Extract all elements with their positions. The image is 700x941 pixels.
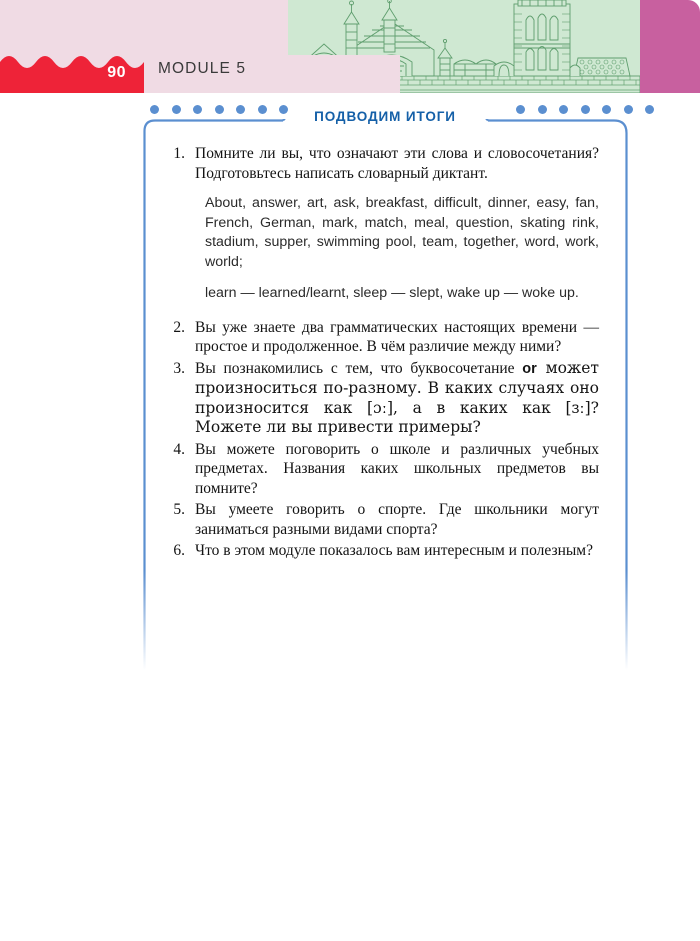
- section-title: ПОДВОДИМ ИТОГИ: [295, 109, 475, 124]
- exercise-item: [169, 359, 599, 438]
- exercise-number: 1.: [173, 145, 185, 162]
- dot-icon: [602, 105, 611, 114]
- summary-content-box: [143, 109, 628, 670]
- dot-icon: [150, 105, 159, 114]
- header-pink-overlay-block: [288, 55, 400, 93]
- exercise-item: [169, 500, 599, 539]
- dot-icon: [172, 105, 181, 114]
- exercise-number: 2.: [173, 318, 185, 336]
- dot-icon: [645, 105, 654, 114]
- exercise-number: 4.: [173, 440, 185, 458]
- module-label: MODULE 5: [158, 60, 247, 77]
- dot-icon: [215, 105, 224, 114]
- letter-combination-or: or: [522, 360, 537, 377]
- dot-icon: [516, 105, 525, 114]
- vocabulary-word-list: About, answer, art, ask, breakfast, difficult, dinner, easy, fan, French, German, mark, match, meal, question, skating rink, stadium, supper, swimming pool, team, together, word, work, world;: [205, 195, 599, 270]
- exercise-text: Помните ли вы, что означают эти слова и словосочетания? Подготовьтесь написать словарный диктант.: [195, 145, 599, 182]
- dot-icon: [279, 105, 288, 114]
- decorative-dots-left: [150, 105, 288, 114]
- exercise-text: Вы умеете говорить о спорте. Где школьники могут заниматься разными видами спорта?: [195, 501, 599, 538]
- dot-icon: [538, 105, 547, 114]
- exercise-item: [169, 440, 599, 499]
- page-header-band: [0, 0, 700, 93]
- dot-icon: [236, 105, 245, 114]
- exercise-number: 3.: [173, 359, 185, 377]
- verb-forms-list: learn — learned/learnt, sleep — slept, wake up — woke up.: [205, 285, 579, 301]
- exercise-text: Что в этом модуле показалось вам интересным и полезным?: [195, 542, 593, 559]
- dot-icon: [624, 105, 633, 114]
- exercise-item: [169, 318, 599, 357]
- dot-icon: [193, 105, 202, 114]
- dot-icon: [581, 105, 590, 114]
- exercise-list: [169, 144, 599, 563]
- dot-icon: [559, 105, 568, 114]
- exercise-item: [169, 144, 599, 183]
- decorative-dots-right: [516, 105, 654, 114]
- exercise-text-before: Вы познакомились с тем, что буквосочетание: [195, 359, 523, 377]
- exercise-text: Вы можете поговорить о школе и различных учебных предметах. Названия каких школьных предметов вы помните?: [195, 440, 599, 497]
- exercise-number: 6.: [173, 542, 185, 559]
- dot-icon: [258, 105, 267, 114]
- exercise-text-after: может произноситься по-разному. В каких случаях оно произносится как [ɔː], а в каких как [ɜː]? Можете ли вы привести примеры?: [195, 358, 599, 436]
- exercise-text: [195, 359, 599, 438]
- exercise-item: [169, 541, 599, 561]
- exercise-text: Вы уже знаете два грамматических настоящих времени — простое и продолженное. В чём различие между ними?: [195, 318, 599, 355]
- exercise-number: 5.: [173, 501, 185, 518]
- page-number: 90: [107, 63, 126, 81]
- header-magenta-block: [640, 0, 700, 93]
